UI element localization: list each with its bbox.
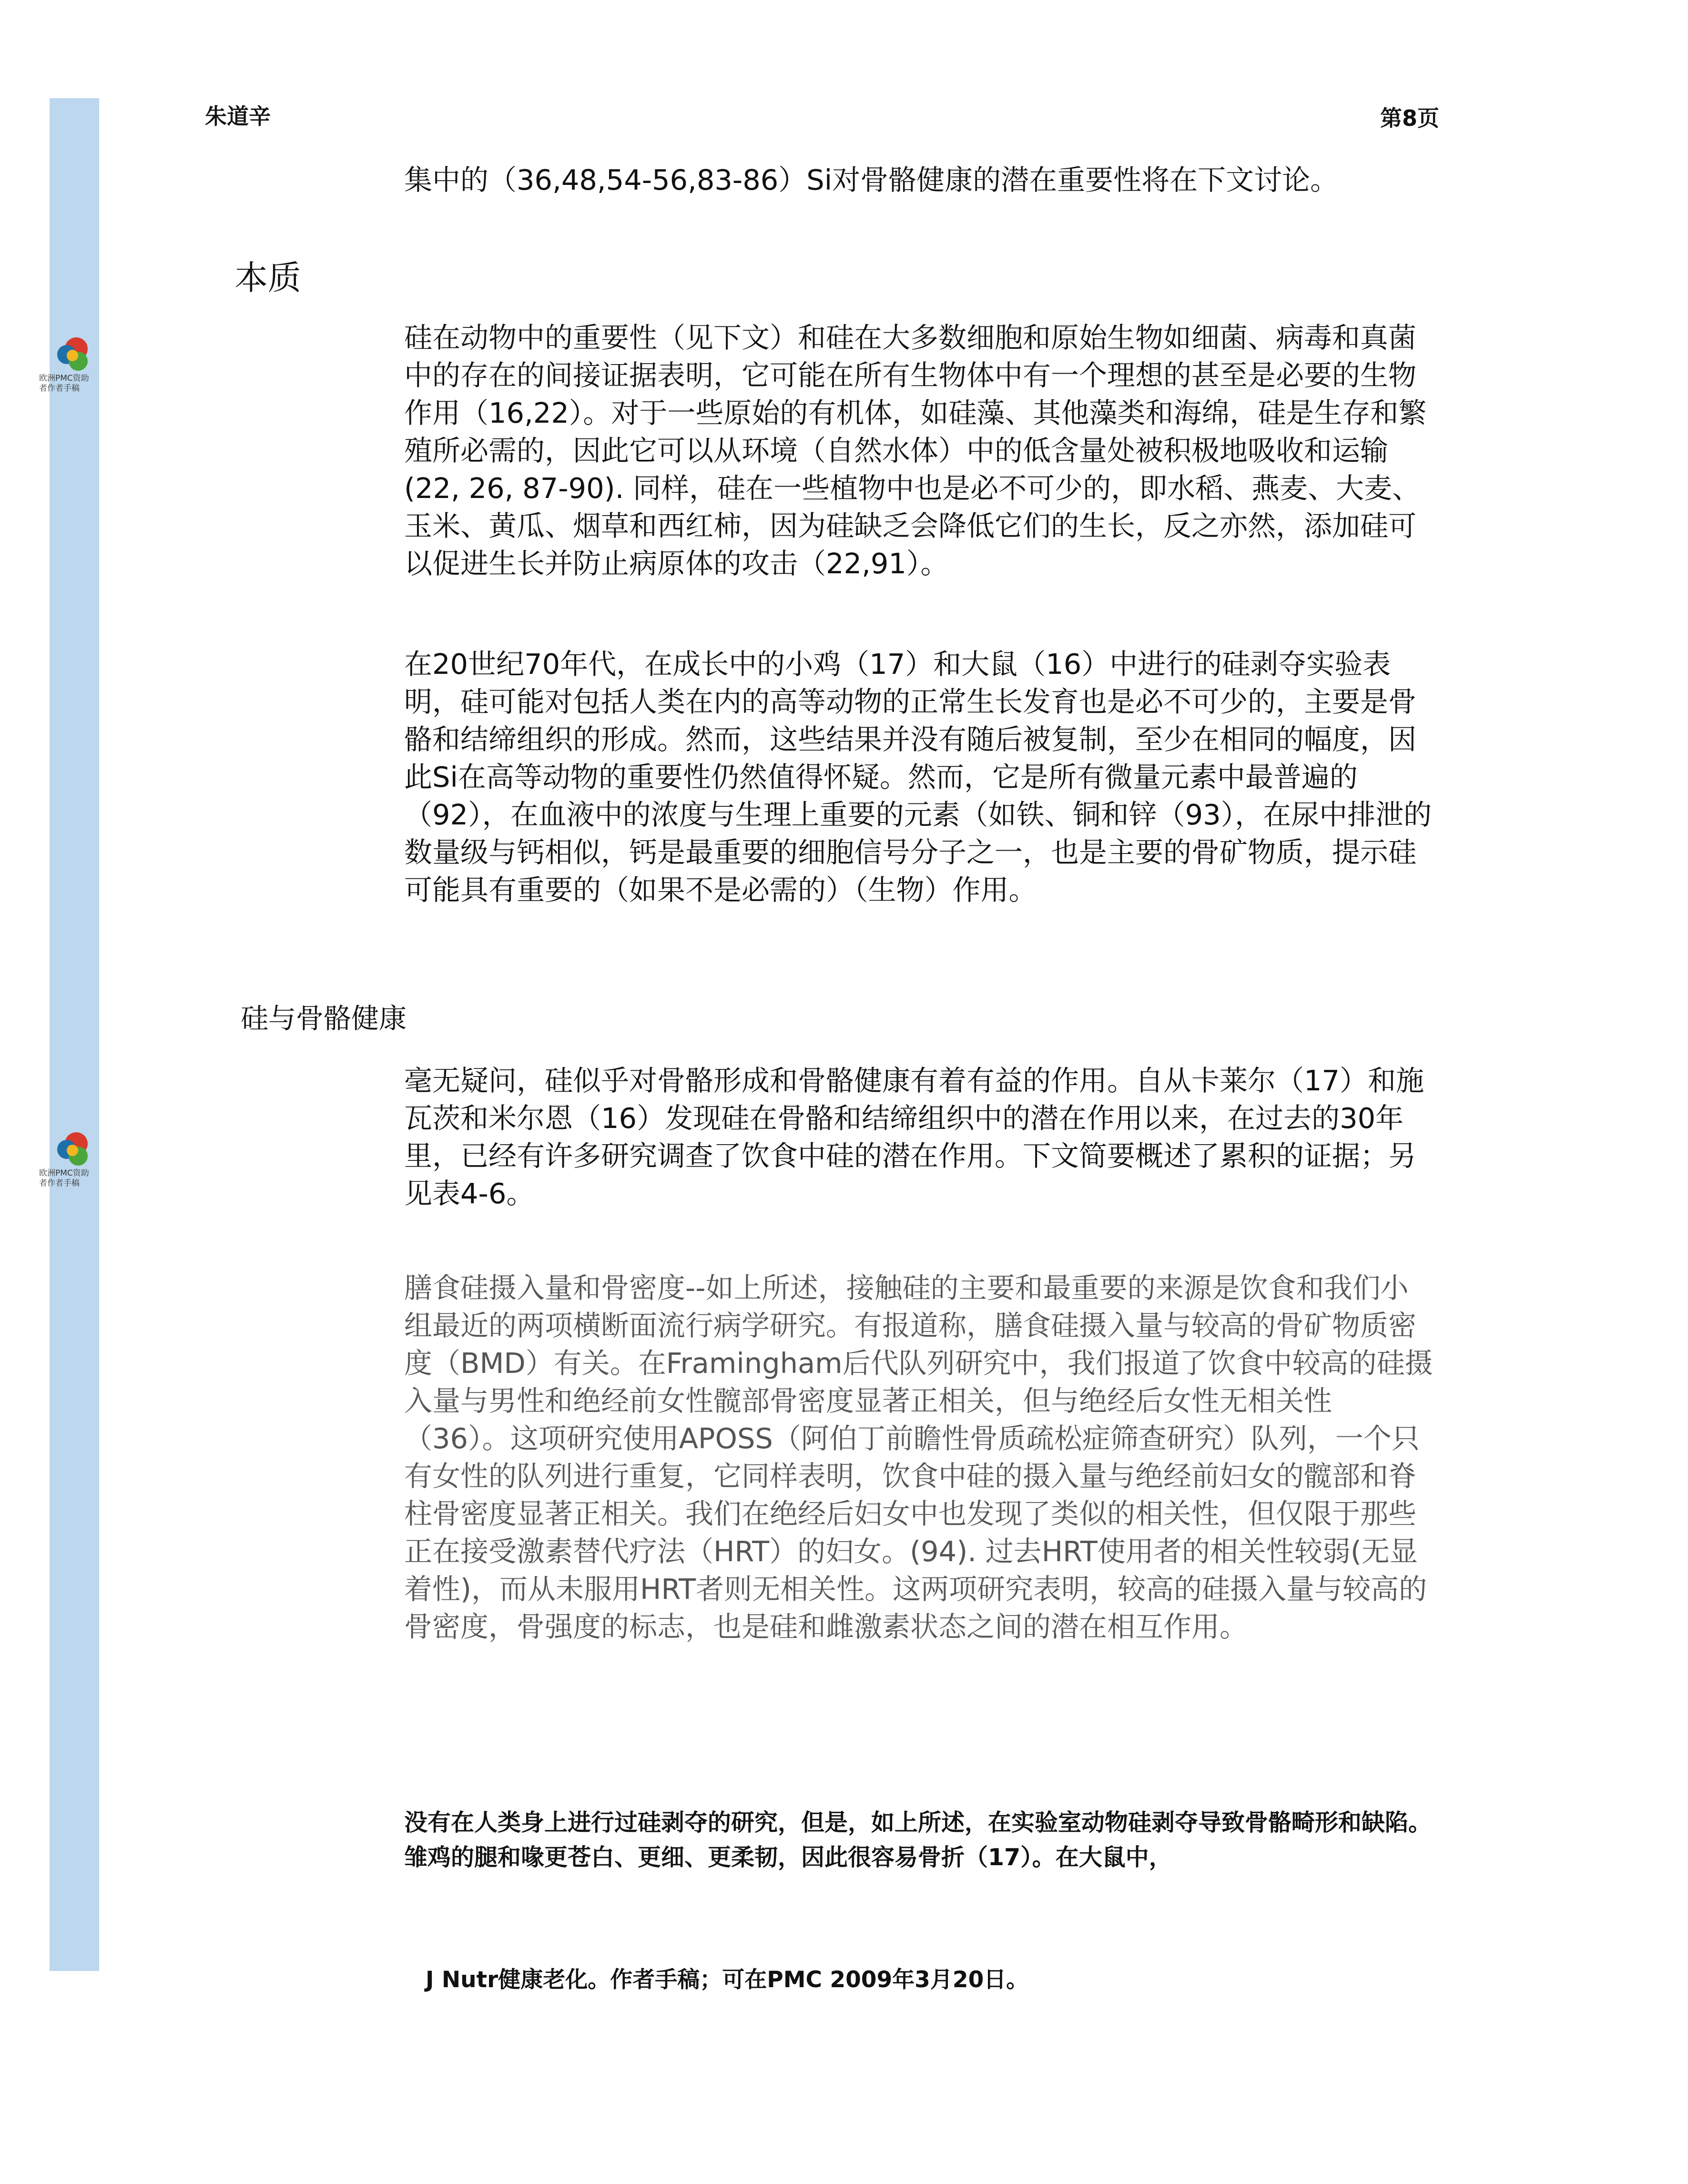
section-heading-nature: 本质	[234, 258, 301, 297]
paragraph-nature-1: 硅在动物中的重要性（见下文）和硅在大多数细胞和原始生物如细菌、病毒和真菌中的存在的间接证据表明，它可能在所有生物体中有一个理想的甚至是必要的生物作用（16,22）。对于一些原始的有机体，如硅藻、其他藻类和海绵，硅是生存和繁殖所必需的，因此它可以从环境（自然水体）中的低含量处被积极地吸收和运输(22, 26, 87-90). 同样，硅在一些植物中也是必不可少的，即水稻、燕麦、大麦、玉米、黄瓜、烟草和西红柿，因为硅缺乏会降低它们的生长，反之亦然，添加硅可以促进生长并防止病原体的攻击（22,91）。	[404, 321, 1427, 580]
running-header-author: 朱道辛	[205, 103, 271, 129]
pmc-badge-label: 欧洲PMC资助者作者手稿	[39, 1168, 89, 1188]
footer-citation: J Nutr健康老化。作者手稿；可在PMC 2009年3月20日。	[426, 1967, 1029, 1993]
pmc-badge	[39, 1128, 101, 1189]
paragraph-bone-2: 膳食硅摄入量和骨密度--如上所述，接触硅的主要和最重要的来源是饮食和我们小组最近的两项横断面流行病学研究。有报道称，膳食硅摄入量与较高的骨矿物质密度（BMD）有关。在Framingham后代队列研究中，我们报道了饮食中较高的硅摄入量与男性和绝经前女性髋部骨密度显著正相关，但与绝经后女性无相关性（36）。这项研究使用APOSS（阿伯丁前瞻性骨质疏松症筛查研究）队列，一个只有女性的队列进行重复，它同样表明，饮食中硅的摄入量与绝经前妇女的髋部和脊柱骨密度显著正相关。我们在绝经后妇女中也发现了类似的相关性，但仅限于那些正在接受激素替代疗法（HRT）的妇女。(94). 过去HRT使用者的相关性较弱(无显着性)，而从未服用HRT者则无相关性。这两项研究表明，较高的硅摄入量与较高的骨密度，骨强度的标志，也是硅和雌激素状态之间的潜在相互作用。	[404, 1271, 1433, 1643]
paragraph-nature-2: 在20世纪70年代，在成长中的小鸡（17）和大鼠（16）中进行的硅剥夺实验表明，硅可能对包括人类在内的高等动物的正常生长发育也是必不可少的，主要是骨骼和结缔组织的形成。然而，这些结果并没有随后被复制，至少在相同的幅度，因此Si在高等动物的重要性仍然值得怀疑。然而，它是所有微量元素中最普遍的（92），在血液中的浓度与生理上重要的元素（如铁、铜和锌（93），在尿中排泄的数量级与钙相似，钙是最重要的细胞信号分子之一，也是主要的骨矿物质，提示硅可能具有重要的（如果不是必需的）（生物）作用。	[404, 648, 1432, 906]
section-heading-bone-health: 硅与骨骼健康	[241, 1002, 407, 1035]
europe-pmc-logo-icon	[53, 1128, 93, 1168]
paragraph-bone-1: 毫无疑问，硅似乎对骨骼形成和骨骼健康有着有益的作用。自从卡莱尔（17）和施瓦茨和米尔恩（16）发现硅在骨骼和结缔组织中的潜在作用以来，在过去的30年里，已经有许多研究调查了饮食中硅的潜在作用。下文简要概述了累积的证据；另见表4-6。	[404, 1064, 1424, 1210]
pmc-badge	[39, 334, 101, 394]
pmc-badge-label: 欧洲PMC资助者作者手稿	[39, 374, 89, 393]
europe-pmc-logo-icon	[53, 334, 93, 374]
page-number: 第8页	[1380, 105, 1439, 131]
intro-line: 集中的（36,48,54-56,83-86）Si对骨骼健康的潜在重要性将在下文讨论。	[404, 163, 1339, 196]
paragraph-bone-3: 没有在人类身上进行过硅剥夺的研究，但是，如上所述，在实验室动物硅剥夺导致骨骼畸形和缺陷。雏鸡的腿和喙更苍白、更细、更柔韧，因此很容易骨折（17）。在大鼠中，	[404, 1809, 1432, 1871]
